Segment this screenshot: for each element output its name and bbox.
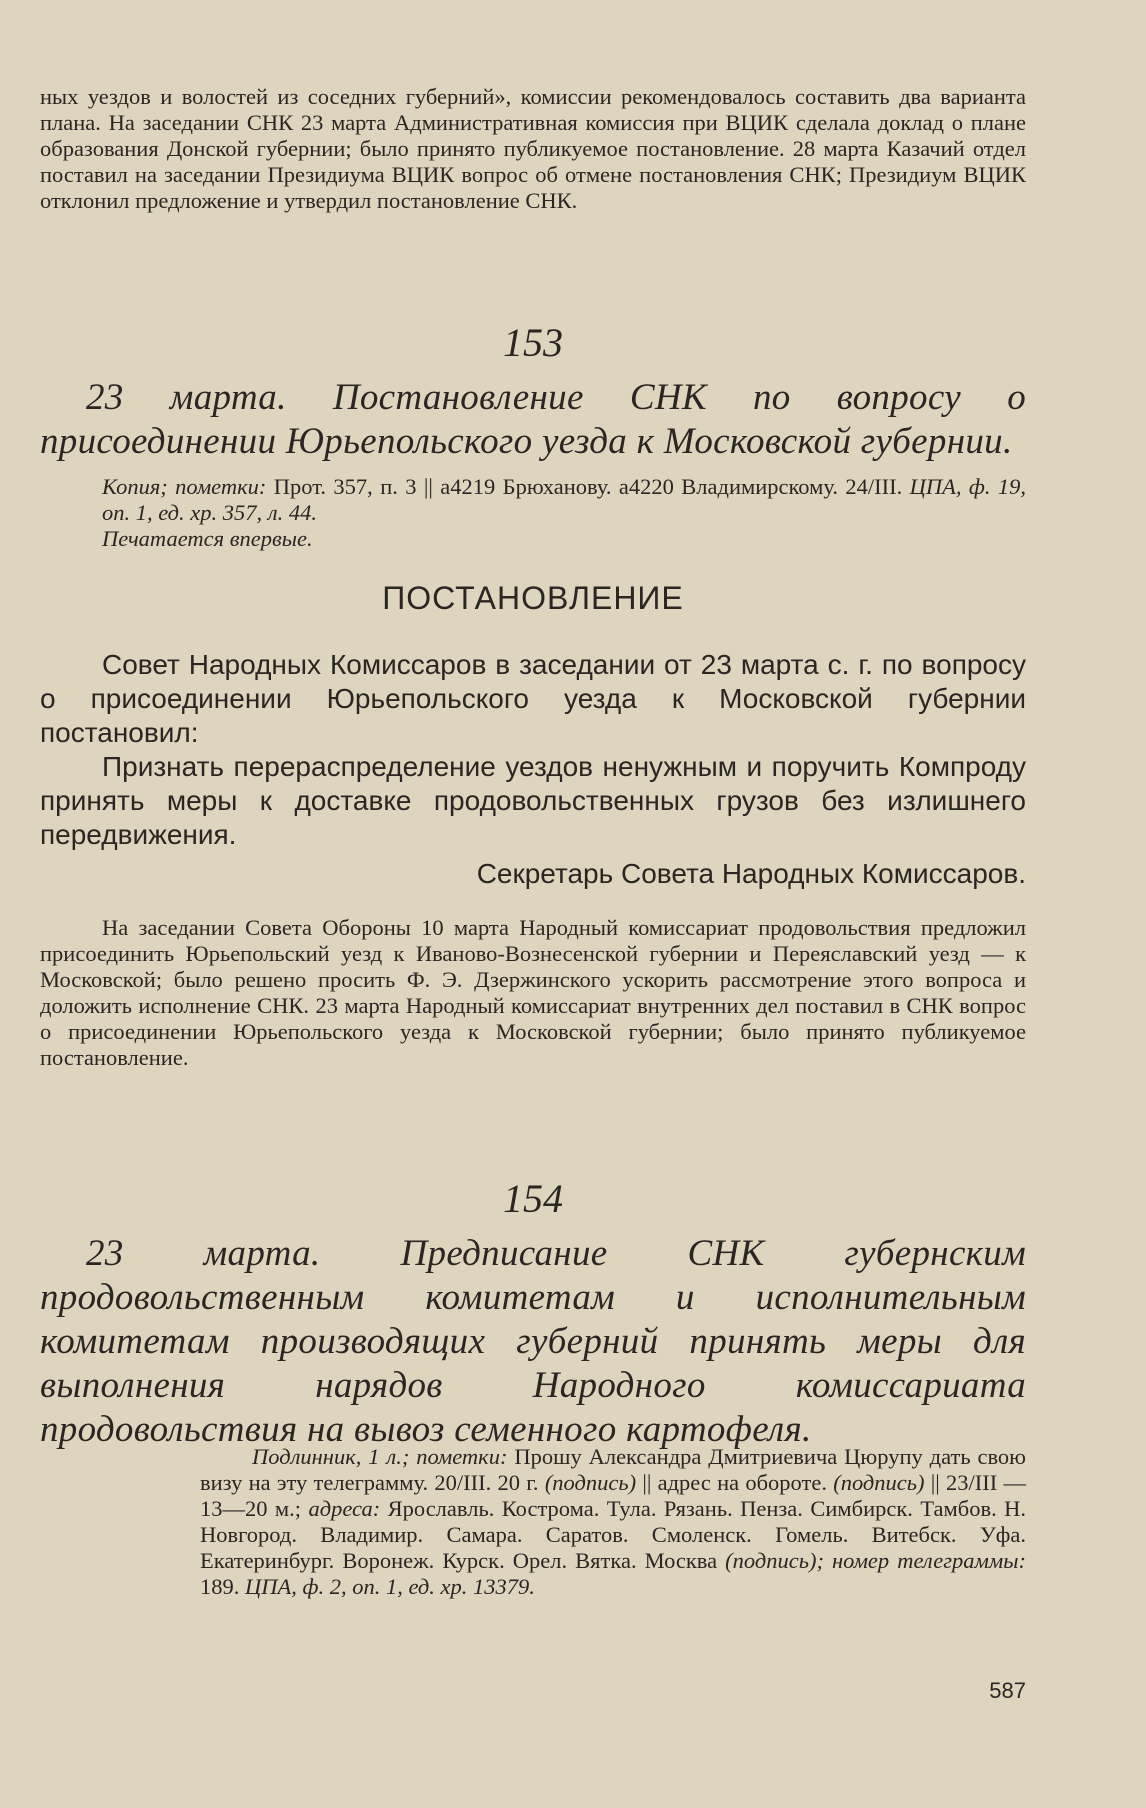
doc153-meta-printed: Печатается впервые. (102, 526, 313, 551)
intro-note (40, 84, 1026, 214)
doc154-meta-podl: Подлинник, 1 л.; пометки: (252, 1444, 508, 1469)
doc154-meta-text2: || адрес на обороте. (636, 1470, 834, 1495)
doc153-meta-source: ЦПА, ф. 19, оп. 1, ед. хр. 357, л. 44. (102, 474, 1027, 525)
page-number: 587 (989, 1678, 1026, 1703)
doc153-note (40, 915, 1026, 1071)
doc154-heading: 23 марта. Предписание СНК губернским продовольственным комитетам и исполнительным комитетам производящих губерний принять меры для выполнения нарядов Народного комиссариата продовольствия на вывоз семенного картофеля. (40, 1233, 1026, 1450)
doc154-meta-sig1: (подпись) (544, 1470, 637, 1495)
doc154-meta-text1: Прошу Александра Дмитриевича Цюрупу дать свою визу на эту телеграмму. 20/III. 20 г. (200, 1444, 1026, 1495)
doc154-meta (200, 1444, 1026, 1600)
intro-note-text: ных уездов и волостей из соседних губерний», комиссии рекомендовалось составить два варианта плана. На заседании СНК 23 марта Административная комиссия при ВЦИК сделала доклад о плане образования Донской губернии; было принято публикуемое постановление. 28 марта Казачий отдел поставил на заседании Президиума ВЦИК вопрос об отмене постановления СНК; Президиум ВЦИК отклонил предложение и утвердил постановление СНК. (40, 84, 1026, 213)
doc153-note-text: На заседании Совета Обороны 10 марта Народный комиссариат продовольствия предложил присоединить Юрьепольский уезд к Иваново-Вознесенской губернии и Переяславский уезд — к Московской; было решено просить Ф. Э. Дзержинского ускорить рассмотрение этого вопроса и доложить исполнение СНК. 23 марта Народный комиссариат внутренних дел поставил в СНК вопрос о присоединении Юрьепольского уезда к Московской губернии; было принято публикуемое постановление. (40, 915, 1026, 1070)
doc154-meta-sig3: (подпись); номер телеграммы: (725, 1548, 1026, 1573)
doc153-title: ПОСТАНОВЛЕНИЕ (382, 580, 684, 616)
doc154-meta-text5: 189. (200, 1574, 245, 1599)
doc153-heading: 23 марта. Постановление СНК по вопросу о присоединении Юрьепольского уезда к Московской губернии. (40, 377, 1026, 462)
doc153-body (40, 648, 1026, 852)
doc153-meta-line (102, 474, 1026, 526)
doc153-para2: Признать перераспределение уездов ненужным и поручить Компроду принять меры к доставке продовольственных грузов без излишнего передвижения. (40, 751, 1026, 850)
doc153-meta (40, 474, 1026, 552)
doc154-number: 154 (503, 1176, 563, 1221)
doc153-meta-text: Прот. 357, п. 3 || а4219 Брюханову. а4220 Владимирскому. 24/III. (266, 474, 910, 499)
doc153-signature: Секретарь Совета Народных Комиссаров. (476, 858, 1026, 889)
doc153-number: 153 (503, 320, 563, 365)
doc154-meta-text3: || 23/III — 13—20 м.; (200, 1470, 1026, 1521)
doc154-meta-source: ЦПА, ф. 2, оп. 1, ед. хр. 13379. (245, 1574, 535, 1599)
doc154-meta-sig2: (подпись) (833, 1470, 925, 1495)
page (40, 0, 1026, 1808)
doc153-meta-kopiya: Копия; пометки: (102, 474, 267, 499)
doc154-meta-addr-label: адреса: (308, 1496, 381, 1521)
doc153-para1: Совет Народных Комиссаров в заседании от 23 марта с. г. по вопросу о присоединении Юрьепольского уезда к Московской губернии постановил: (40, 649, 1026, 748)
doc154-meta-text4: Ярославль. Кострома. Тула. Рязань. Пенза. Симбирск. Тамбов. Н. Новгород. Владимир. Самара. Саратов. Смоленск. Гомель. Витебск. Уфа. Екатеринбург. Воронеж. Курск. Орел. Вятка. Москва (200, 1496, 1027, 1573)
